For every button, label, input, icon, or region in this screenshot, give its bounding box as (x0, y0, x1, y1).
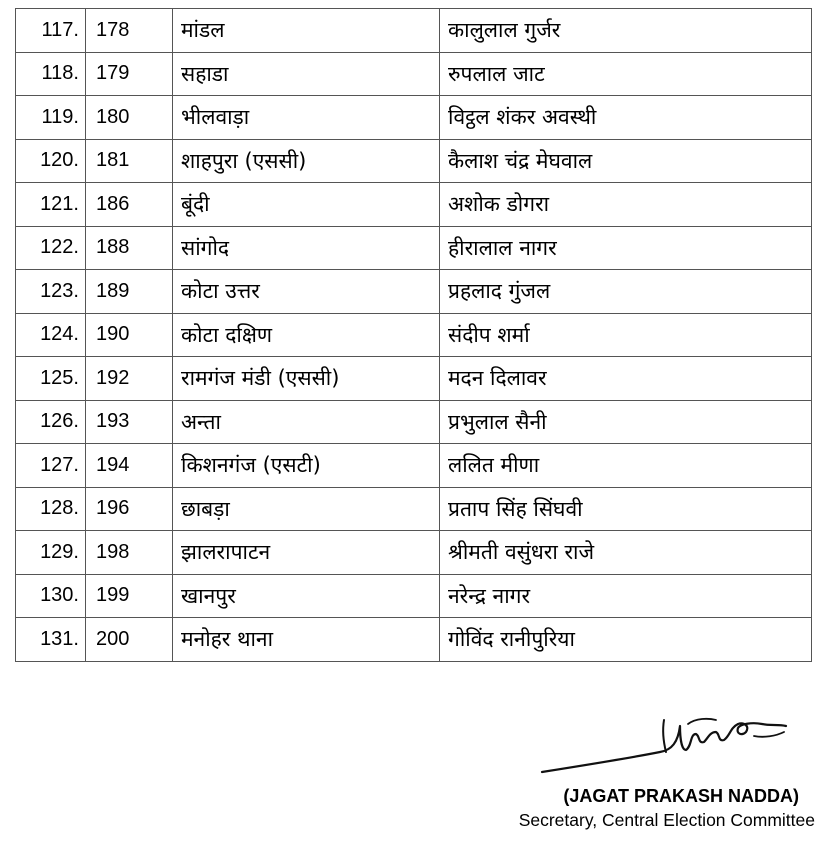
serial-number: 130. (16, 574, 86, 618)
serial-number: 119. (16, 96, 86, 140)
serial-number: 122. (16, 226, 86, 270)
candidate-name: कैलाश चंद्र मेघवाल (440, 139, 812, 183)
constituency-name: मांडल (173, 9, 440, 53)
candidate-name: हीरालाल नागर (440, 226, 812, 270)
serial-number: 124. (16, 313, 86, 357)
serial-number: 123. (16, 270, 86, 314)
constituency-name: मनोहर थाना (173, 618, 440, 662)
candidate-table (15, 8, 812, 662)
constituency-number: 186 (86, 183, 173, 227)
candidate-name: अशोक डोगरा (440, 183, 812, 227)
constituency-name: झालरापाटन (173, 531, 440, 575)
table-row (16, 487, 812, 531)
candidate-name: प्रहलाद गुंजल (440, 270, 812, 314)
candidate-name: विट्ठल शंकर अवस्थी (440, 96, 812, 140)
constituency-number: 192 (86, 357, 173, 401)
candidate-name: श्रीमती वसुंधरा राजे (440, 531, 812, 575)
candidate-name: ललित मीणा (440, 444, 812, 488)
table-row (16, 183, 812, 227)
constituency-number: 198 (86, 531, 173, 575)
candidate-list (15, 8, 812, 662)
constituency-name: किशनगंज (एसटी) (173, 444, 440, 488)
table-row (16, 9, 812, 53)
serial-number: 121. (16, 183, 86, 227)
serial-number: 118. (16, 52, 86, 96)
constituency-number: 178 (86, 9, 173, 53)
candidate-name: प्रताप सिंह सिंघवी (440, 487, 812, 531)
signature-icon (540, 706, 800, 786)
serial-number: 128. (16, 487, 86, 531)
table-row (16, 270, 812, 314)
constituency-name: छाबड़ा (173, 487, 440, 531)
table-row (16, 444, 812, 488)
candidate-name: नरेन्द्र नागर (440, 574, 812, 618)
serial-number: 120. (16, 139, 86, 183)
constituency-name: शाहपुरा (एससी) (173, 139, 440, 183)
constituency-name: भीलवाड़ा (173, 96, 440, 140)
table-row (16, 531, 812, 575)
constituency-number: 199 (86, 574, 173, 618)
table-row (16, 313, 812, 357)
constituency-name: बूंदी (173, 183, 440, 227)
table-row (16, 618, 812, 662)
serial-number: 129. (16, 531, 86, 575)
constituency-name: कोटा दक्षिण (173, 313, 440, 357)
constituency-number: 180 (86, 96, 173, 140)
candidate-name: गोविंद रानीपुरिया (440, 618, 812, 662)
table-row (16, 226, 812, 270)
serial-number: 126. (16, 400, 86, 444)
table-row (16, 574, 812, 618)
candidate-name: रुपलाल जाट (440, 52, 812, 96)
constituency-name: अन्ता (173, 400, 440, 444)
serial-number: 131. (16, 618, 86, 662)
candidate-name: प्रभुलाल सैनी (440, 400, 812, 444)
constituency-name: सहाडा (173, 52, 440, 96)
constituency-number: 189 (86, 270, 173, 314)
constituency-name: खानपुर (173, 574, 440, 618)
constituency-number: 190 (86, 313, 173, 357)
constituency-name: कोटा उत्तर (173, 270, 440, 314)
serial-number: 127. (16, 444, 86, 488)
serial-number: 125. (16, 357, 86, 401)
candidate-name: कालुलाल गुर्जर (440, 9, 812, 53)
candidate-name: संदीप शर्मा (440, 313, 812, 357)
table-row (16, 52, 812, 96)
table-body (16, 9, 812, 662)
constituency-number: 193 (86, 400, 173, 444)
constituency-number: 200 (86, 618, 173, 662)
table-row (16, 400, 812, 444)
constituency-number: 181 (86, 139, 173, 183)
serial-number: 117. (16, 9, 86, 53)
table-row (16, 139, 812, 183)
constituency-number: 196 (86, 487, 173, 531)
constituency-number: 179 (86, 52, 173, 96)
constituency-name: सांगोद (173, 226, 440, 270)
signatory-title: Secretary, Central Election Committee (518, 810, 815, 830)
constituency-number: 188 (86, 226, 173, 270)
table-row (16, 357, 812, 401)
constituency-name: रामगंज मंडी (एससी) (173, 357, 440, 401)
constituency-number: 194 (86, 444, 173, 488)
candidate-name: मदन दिलावर (440, 357, 812, 401)
signatory-name: (JAGAT PRAKASH NADDA) (563, 786, 799, 806)
table-row (16, 96, 812, 140)
